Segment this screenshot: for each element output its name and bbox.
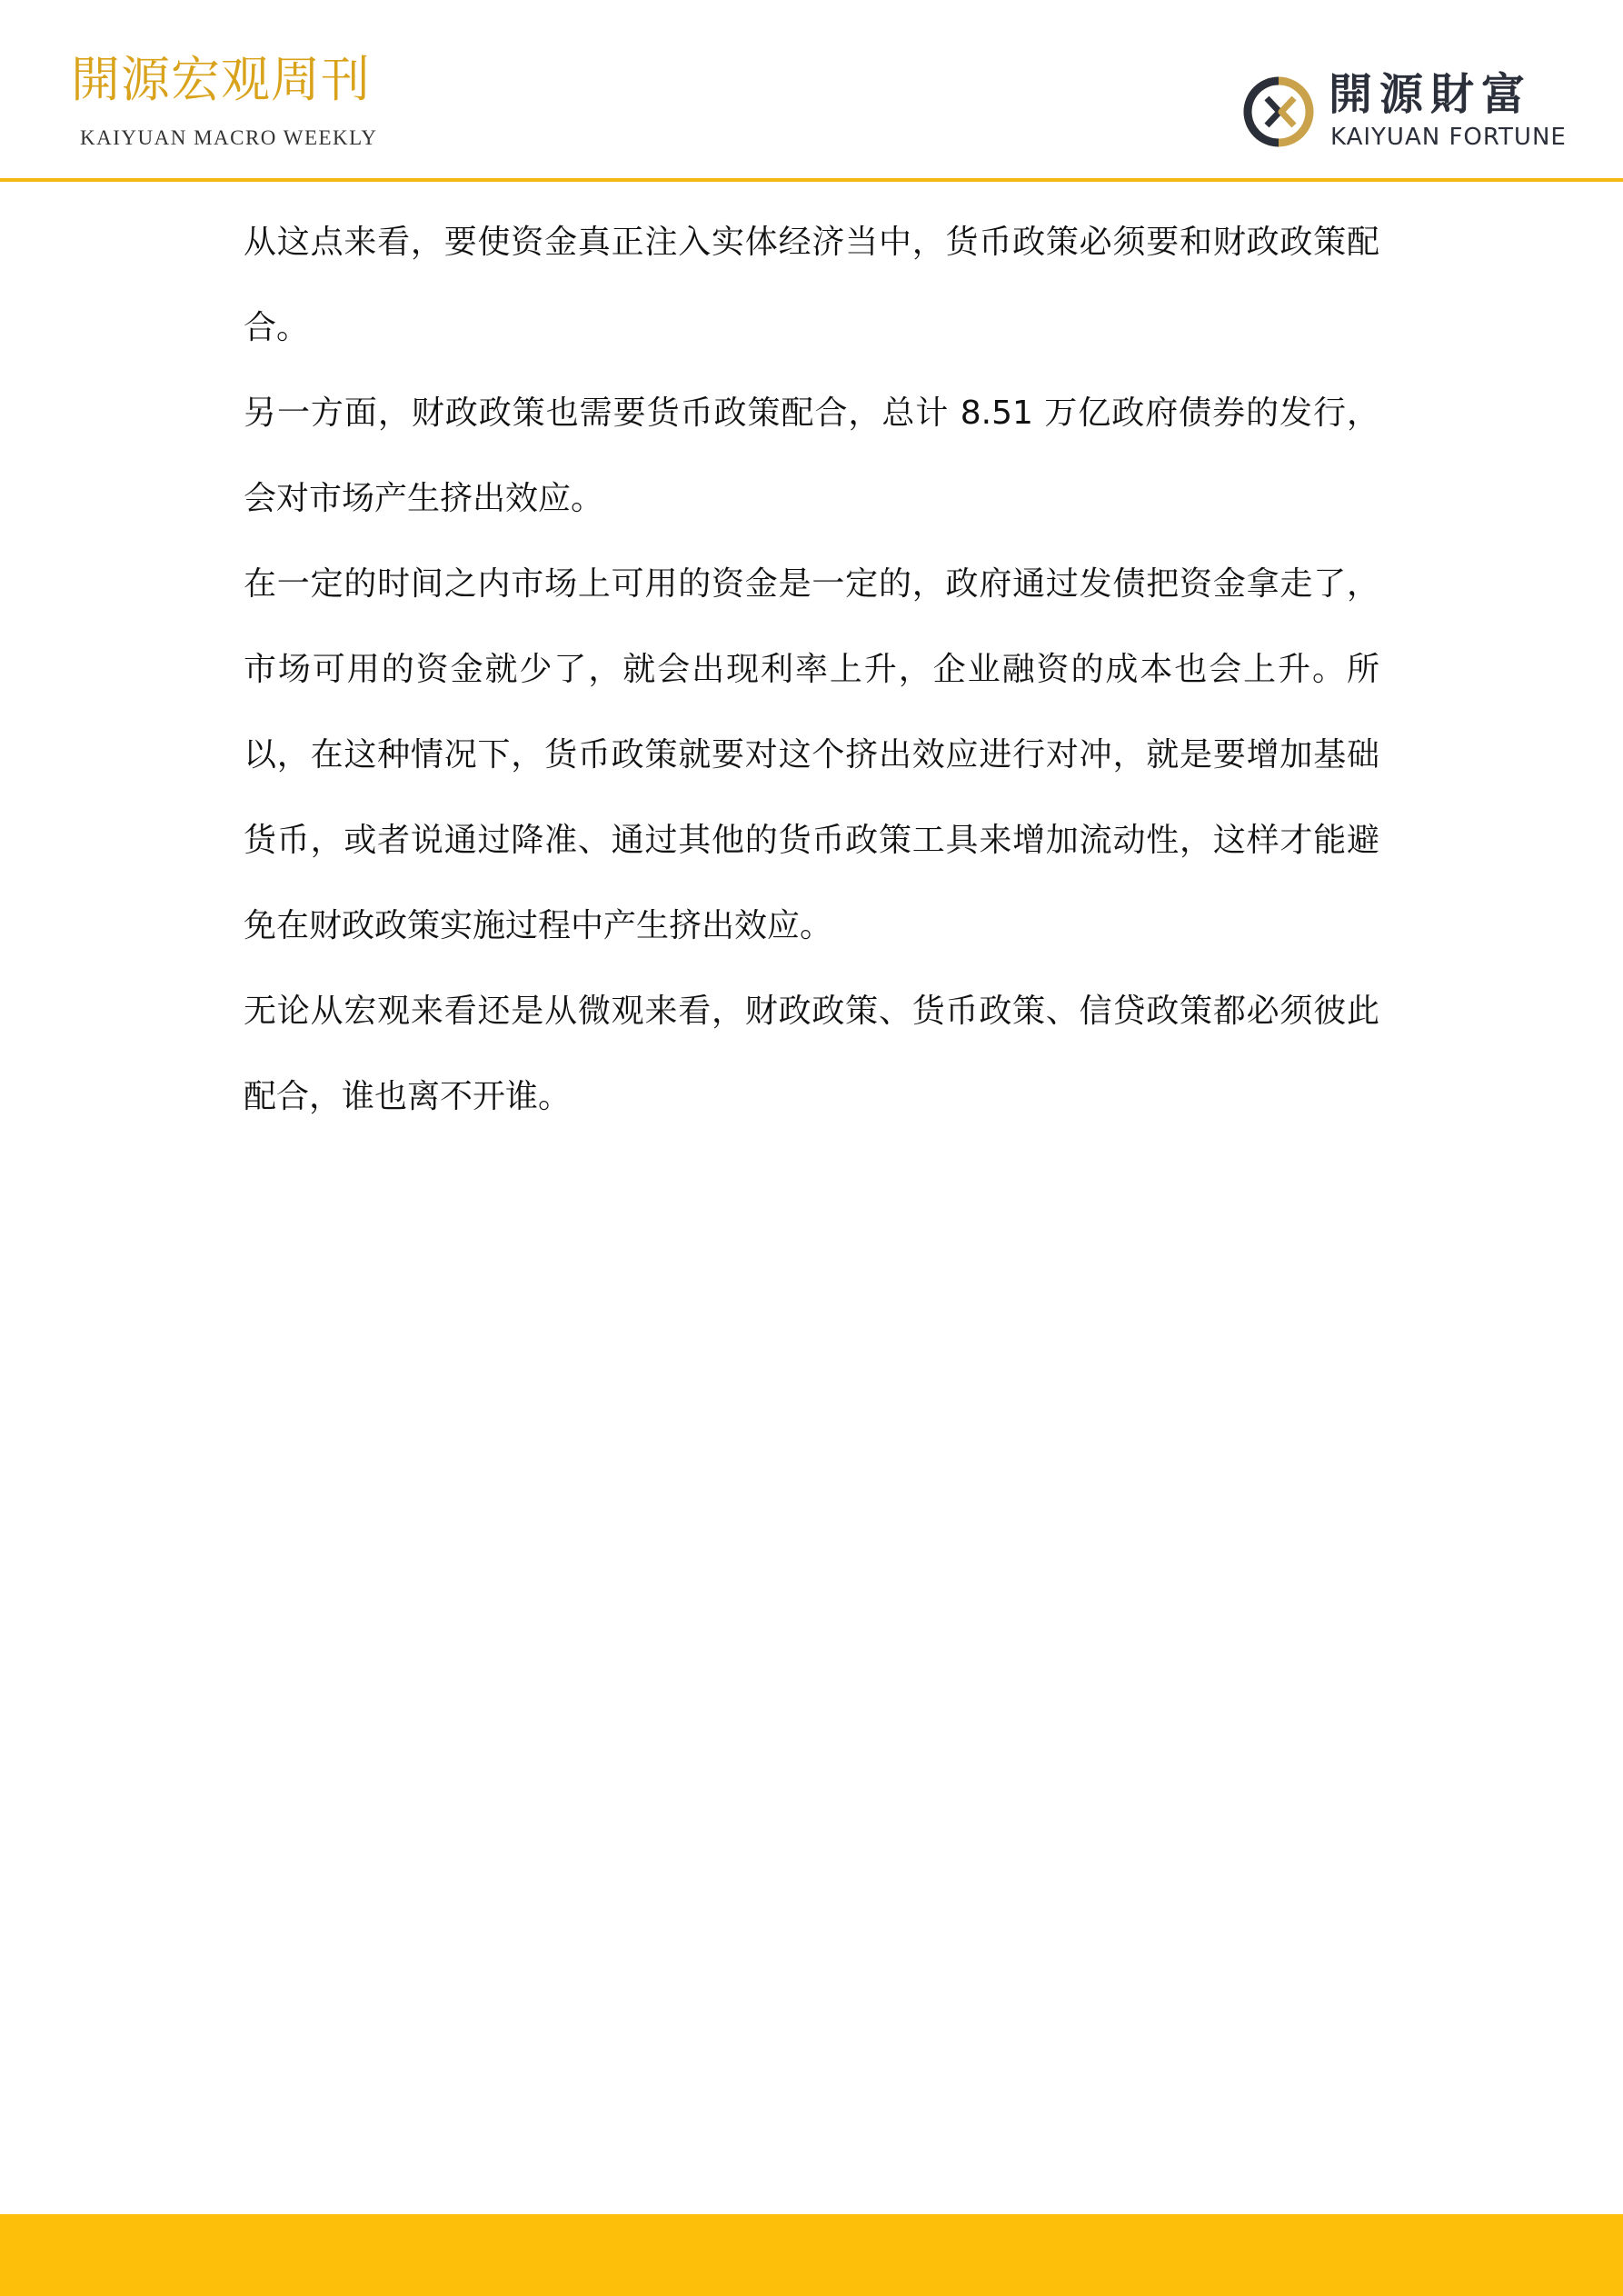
paragraph: 无论从宏观来看还是从微观来看，财政政策、货币政策、信贷政策都必须彼此配合，谁也离不开谁。 bbox=[244, 993, 1379, 1115]
publication-subtitle: KAIYUAN MACRO WEEKLY bbox=[80, 126, 378, 149]
logo-english-name: KAIYUAN FORTUNE bbox=[1330, 124, 1567, 151]
paragraph: 另一方面，财政政策也需要货币政策配合，总计 8.51 万亿政府债券的发行，会对市场产生挤出效应。 bbox=[244, 394, 1379, 517]
brand-logo bbox=[1241, 64, 1567, 164]
article-body bbox=[244, 200, 1379, 1140]
header-divider bbox=[0, 178, 1623, 182]
footer-bar bbox=[0, 2214, 1623, 2296]
kaiyuan-logo-icon bbox=[1241, 75, 1316, 149]
logo-chinese-name: 開源財富 bbox=[1329, 69, 1533, 120]
paragraph: 在一定的时间之内市场上可用的资金是一定的，政府通过发债把资金拿走了，市场可用的资金就少了，就会出现利率上升，企业融资的成本也会上升。所以，在这种情况下，货币政策就要对这个挤出效应进行对冲，就是要增加基础货币，或者说通过降准、通过其他的货币政策工具来增加流动性，这样才能避免在财政政策实施过程中产生挤出效应。 bbox=[244, 565, 1379, 944]
paragraph: 从这点来看，要使资金真正注入实体经济当中，货币政策必须要和财政政策配合。 bbox=[244, 224, 1379, 346]
page-header bbox=[0, 0, 1623, 178]
publication-title: 開源宏观周刊 bbox=[71, 51, 371, 108]
